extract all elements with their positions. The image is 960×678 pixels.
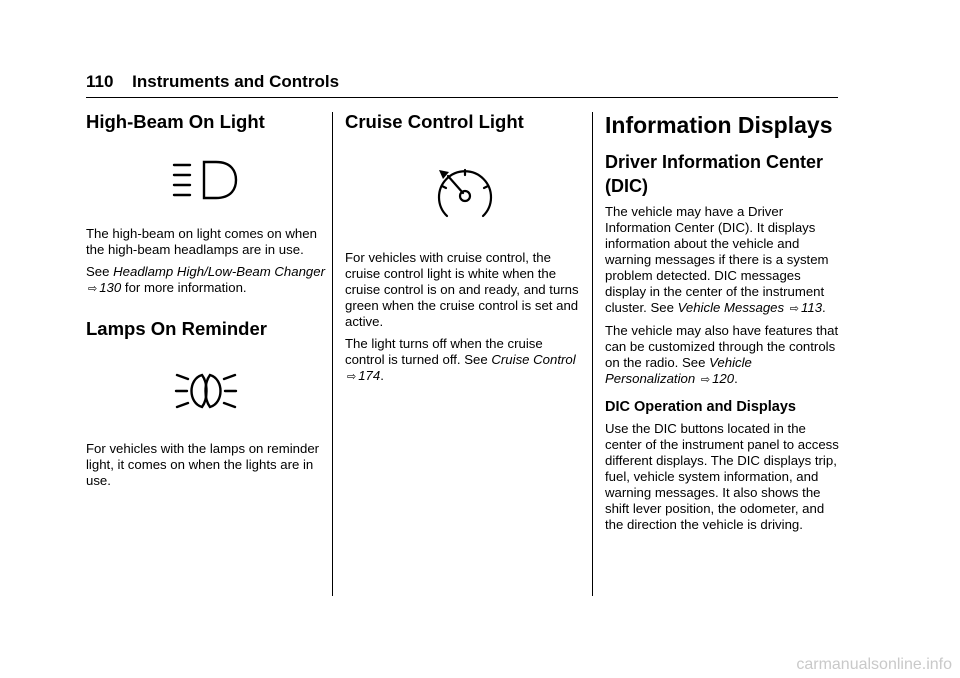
cruise-control-icon [433,164,497,220]
xref-vehicle-messages[interactable]: Vehicle Messages [677,300,785,315]
column-divider-right [592,112,593,596]
cruise-description: For vehicles with cruise control, the cruise control light is white when the cruise control is on and ready, and turns green when the cruise control is set and active. [345,250,579,329]
see-label: See [86,264,110,279]
dic-operation-description: Use the DIC buttons located in the center of the instrument panel to access different displays. The DIC displays trip, fuel, vehicle system information, and warning messages. It also shows the shift lever position, the odometer, and the direction the vehicle is driving. [605,421,839,532]
dic-p2-text: The vehicle may also have features that can be customized through the controls on the radio. See [605,323,839,370]
xref-page-130[interactable]: 130 [99,280,122,295]
xref-headlamp[interactable]: Headlamp High/Low-Beam Changer [113,264,325,279]
high-beam-icon [170,158,242,202]
lamps-on-icon [174,371,238,411]
page-arrow-icon: ⇨ [347,371,357,383]
xref-page-113[interactable]: 113 [801,300,823,315]
page-arrow-icon: ⇨ [700,374,711,386]
page-arrow-icon: ⇨ [789,303,799,315]
cruise-heading: Cruise Control Light [345,111,524,132]
dic-operation-heading: DIC Operation and Displays [605,399,796,415]
column-divider-left [332,112,333,596]
page-arrow-icon: ⇨ [88,283,98,295]
high-beam-see-paragraph [86,264,326,297]
lamps-on-heading: Lamps On Reminder [86,318,267,339]
page-number: 110 [86,72,114,91]
period: . [380,368,384,383]
dic-paragraph-2 [605,323,845,388]
page-header [86,72,339,92]
period: . [822,300,826,315]
lamps-on-icon-container [86,341,326,441]
dic-paragraph-1 [605,204,845,317]
high-beam-description: The high-beam on light comes on when the high-beam headlamps are in use. [86,226,317,257]
period: . [734,371,738,386]
column-1 [86,108,326,489]
dic-heading: Driver Information Center (DIC) [605,152,824,196]
see-tail: for more information. [124,280,247,295]
high-beam-icon-container [86,134,326,226]
header-rule [86,97,838,98]
section-title: Instruments and Controls [132,72,340,91]
cruise-icon-container [345,134,585,250]
information-displays-heading: Information Displays [605,112,833,138]
lamps-on-description: For vehicles with the lamps on reminder light, it comes on when the lights are in use. [86,441,320,488]
column-2 [345,108,585,385]
cruise-off-text: The light turns off when the cruise control is turned off. See [345,336,543,367]
high-beam-heading: High-Beam On Light [86,111,265,132]
xref-page-120[interactable]: 120 [712,371,735,386]
xref-page-174[interactable]: 174 [358,368,381,383]
watermark: carmanualsonline.info [796,656,952,673]
xref-cruise-control[interactable]: Cruise Control [491,352,576,367]
dic-p1-text: The vehicle may have a Driver Information Center (DIC). It displays information about the vehicle and warning messages if there is a system problem detected. DIC messages display in the center of the instrument cluster. See [605,204,829,315]
xref-vehicle-personalization[interactable]: Vehicle Personalization [605,355,752,386]
column-3 [605,108,845,533]
cruise-off-paragraph [345,336,585,385]
